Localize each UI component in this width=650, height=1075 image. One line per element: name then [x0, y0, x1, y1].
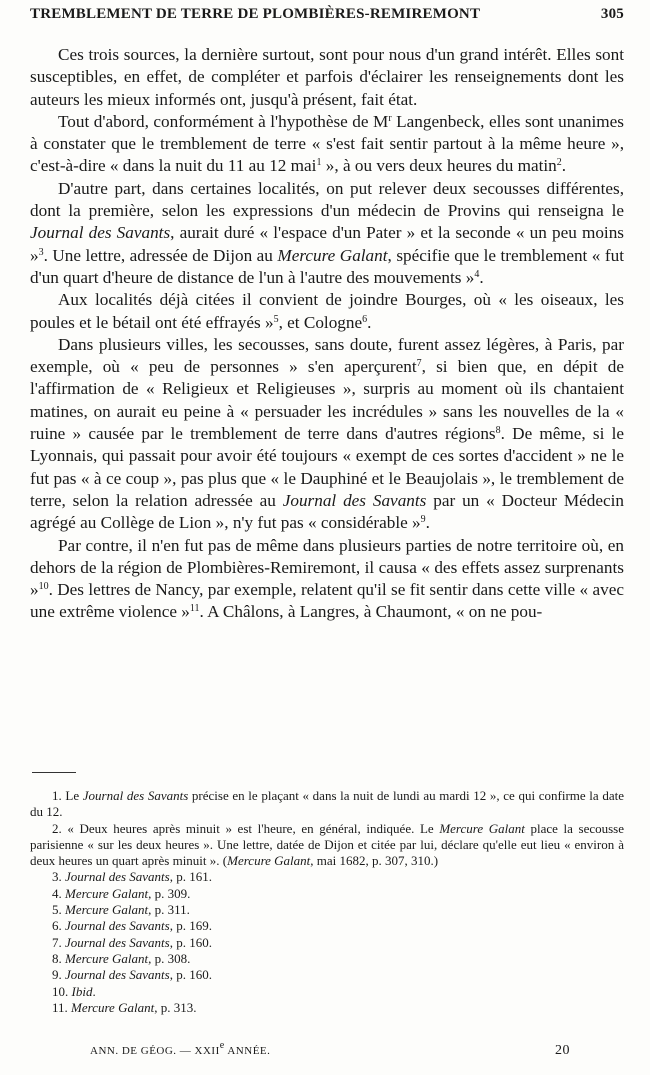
footnote: 9. Journal des Savants, p. 160. [52, 967, 212, 983]
footnote: 10. Ibid. [52, 983, 96, 999]
page-number: 305 [600, 6, 624, 22]
footnote-rule [32, 772, 76, 773]
italic-title: Journal des Savants [30, 223, 171, 243]
journal-name: ANN. DE GÉOG. — XXIIe ANNÉE. [90, 1040, 271, 1057]
italic-title: Journal des Savants [65, 934, 170, 950]
footnote: 11. Mercure Galant, p. 313. [52, 999, 197, 1015]
footnote-ref: 7 [416, 358, 422, 370]
signature-mark: 20 [555, 1043, 570, 1058]
italic-title: Journal des Savants [65, 918, 170, 934]
italic-title: Ibid [71, 983, 93, 999]
italic-title: Mercure Galant [227, 853, 311, 869]
italic-title: Mercure Galant [65, 902, 149, 918]
paragraph: Par contre, il n'en fut pas de même dans plusieurs parties de notre territoire où, en dehors de la région de Plombières-Remiremont, il causa « des effets assez surprenants »$^{10}$. Des lettres de Nancy, par exemple, relatent qu'il se fit sentir dans cette ville « avec une extrême violence »$^{11}$. A Châlons, à Langres, à Chaumont, « on ne pou- [30, 535, 624, 622]
italic-title: Journal des Savants [65, 967, 170, 983]
footnote-ref: 1 [316, 157, 322, 169]
footnote: 1. Le Journal des Savants précise en le plaçant « dans la nuit de lundi au mardi 12 », ce qui confirme la date du 12. [30, 788, 624, 820]
page-footer [90, 1040, 570, 1058]
body-text [30, 44, 624, 624]
italic-title: Mercure Galant [277, 245, 388, 265]
footnote-ref: 11 [189, 603, 200, 615]
footnote: 6. Journal des Savants, p. 169. [52, 918, 212, 934]
italic-title: Mercure Galant [65, 950, 149, 966]
footnote-ref: r [388, 112, 392, 124]
footnote-ref: 8 [495, 425, 501, 437]
footnote-ref: 2 [556, 157, 562, 169]
paragraph: Aux localités déjà citées il convient de joindre Bourges, où « les oiseaux, les poules et le bétail ont été effrayés »$^5$, et Cologne$^6$. [30, 290, 624, 332]
footnote: 2. « Deux heures après minuit » est l'heure, en général, indiquée. Le Mercure Galant place la secousse parisienne « sur les deux heures ». Une lettre, datée de Dijon et citée par lui, déclare qu'elle eut lieu « environ à deux heures un quart après minuit ». (Mercure Galant, mai 1682, p. 307, 310.) [30, 820, 624, 869]
footnote: 7. Journal des Savants, p. 160. [52, 934, 212, 950]
paragraph: D'autre part, dans certaines localités, on put relever deux secousses différentes, dont la première, selon les expressions d'un médecin de Provins qui renseigna le Journal des Savants, aurait duré « l'espace d'un Pater » et la seconde « un peu moins »$^3$. Une lettre, adressée de Dijon au Mercure Galant, spécifie que le tremblement « fut d'un quart d'heure de distance de l'un à l'autre des mouvements »$^4$. [30, 178, 624, 287]
paragraph: Ces trois sources, la dernière surtout, sont pour nous d'un grand intérêt. Elles sont susceptibles, en effet, de compléter et parfois d'éclairer les renseignements dont les auteurs les mieux informés ont, jusqu'à présent, fait état. [30, 45, 624, 109]
footnote-ref: 9 [420, 514, 426, 526]
footnote-ref: 10 [38, 581, 49, 593]
footnote: 3. Journal des Savants, p. 161. [52, 869, 212, 885]
italic-title: Mercure Galant [71, 999, 155, 1015]
footnote-ref: 6 [362, 313, 368, 325]
footnote-ref: 3 [38, 246, 44, 258]
footnote: 8. Mercure Galant, p. 308. [52, 950, 191, 966]
paragraph: Tout d'abord, conformément à l'hypothèse de $M^r$ Langenbeck, elles sont unanimes à constater que le tremblement de terre « s'est fait sentir partout à la même heure », c'est-à-dire « dans la nuit du 11 au 12 mai$^1$ », à ou vers deux heures du matin$^2$. [30, 111, 624, 176]
footnote: 5. Mercure Galant, p. 311. [52, 902, 190, 918]
running-title: TREMBLEMENT DE TERRE DE PLOMBIÈRES-REMIREMONT [30, 6, 481, 22]
paragraph: Dans plusieurs villes, les secousses, sans doute, furent assez légères, à Paris, par exemple, où « peu de personnes » s'en aperçurent$^7$, si bien que, en dépit de l'affirmation de « Religieux et Religieuses », surpris au moment où ils chantaient matines, on aurait eu peine à « persuader les incrédules » sans les nouvelles de la « ruine » causée par le tremblement de terre dans d'autres régions$^8$. De même, si le Lyonnais, qui passait pour avoir été toujours « exempt de ces sortes d'accident » ne le fut pas « à ce coup », pas plus que « le Dauphiné et le Beaujolais », le tremblement de terre, selon la relation adressée au Journal des Savants par un « Docteur Médecin agrégé au Collège de Lion », n'y fut pas « considérable »$^9$. [30, 334, 625, 533]
italic-title: Mercure Galant [439, 820, 525, 836]
italic-title: Journal des Savants [282, 490, 427, 510]
footnotes [30, 788, 624, 1016]
italic-title: Journal des Savants [65, 869, 170, 885]
footnote-ref: 5 [273, 313, 279, 325]
footnote: 4. Mercure Galant, p. 309. [52, 885, 191, 901]
italic-title: Journal des Savants [82, 788, 189, 803]
running-header [30, 6, 624, 30]
italic-title: Mercure Galant [65, 885, 149, 901]
footnote-ref: 4 [474, 268, 480, 280]
